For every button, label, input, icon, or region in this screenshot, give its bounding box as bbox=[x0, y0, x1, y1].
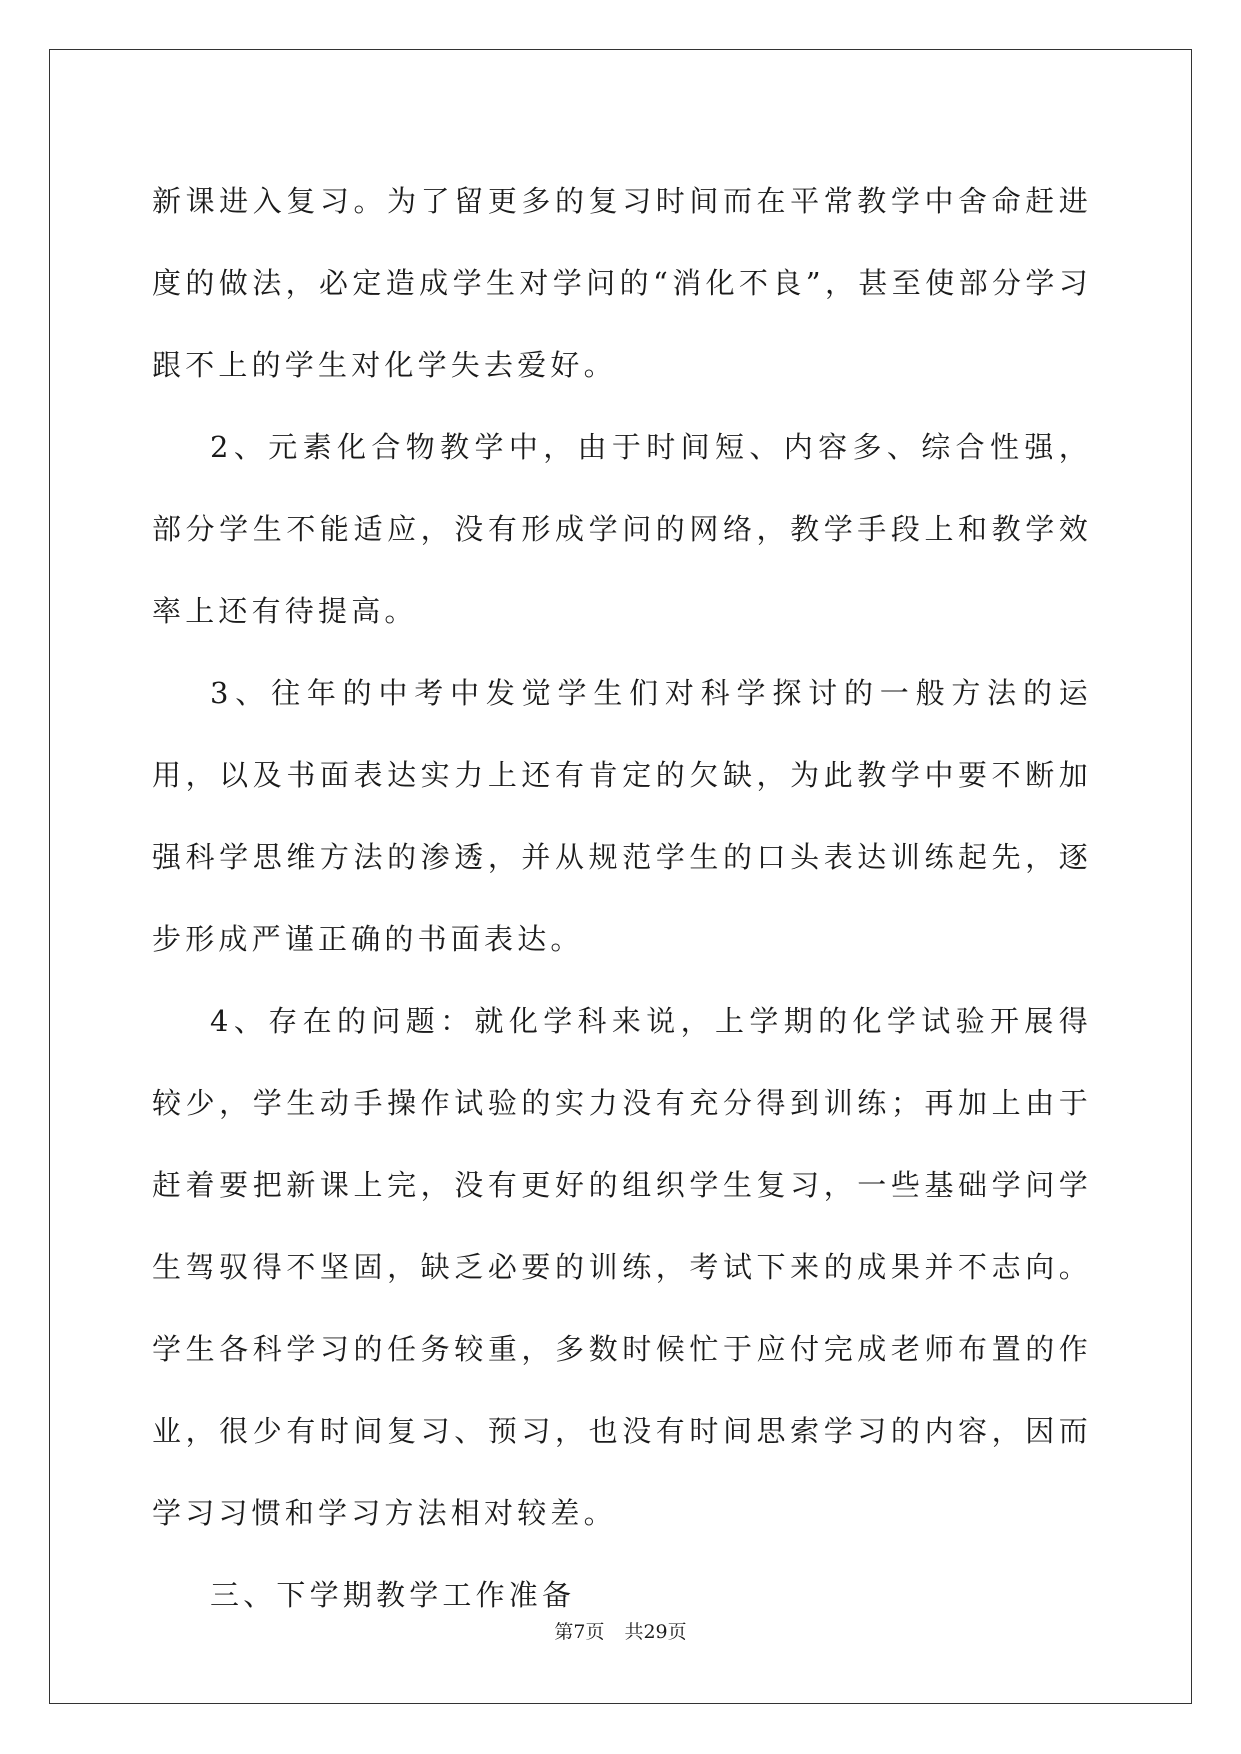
paragraph: 2、元素化合物教学中，由于时间短、内容多、综合性强，部分学生不能适应，没有形成学问的网络，教学手段上和教学效率上还有待提高。 bbox=[152, 430, 1092, 628]
page-total: 共29页 bbox=[624, 1621, 687, 1643]
paragraph: 新课进入复习。为了留更多的复习时间而在平常教学中舍命赶进度的做法，必定造成学生对学问的“消化不良”，甚至使部分学习跟不上的学生对化学失去爱好。 bbox=[152, 184, 1092, 382]
paragraph: 3、往年的中考中发觉学生们对科学探讨的一般方法的运用，以及书面表达实力上还有肯定的欠缺，为此教学中要不断加强科学思维方法的渗透，并从规范学生的口头表达训练起先，逐步形成严谨正确的书面表达。 bbox=[152, 676, 1092, 956]
section-heading: 三、下学期教学工作准备 bbox=[210, 1578, 576, 1612]
document-body bbox=[152, 160, 1092, 1636]
page-number: 第7页 bbox=[554, 1621, 605, 1643]
paragraph: 4、存在的问题：就化学科来说，上学期的化学试验开展得较少，学生动手操作试验的实力没有充分得到训练；再加上由于赶着要把新课上完，没有更好的组织学生复习，一些基础学问学生驾驭得不坚固，缺乏必要的训练，考试下来的成果并不志向。学生各科学习的任务较重，多数时候忙于应付完成老师布置的作业，很少有时间复习、预习，也没有时间思索学习的内容，因而学习习惯和学习方法相对较差。 bbox=[152, 1004, 1092, 1530]
page-footer bbox=[0, 1617, 1241, 1644]
